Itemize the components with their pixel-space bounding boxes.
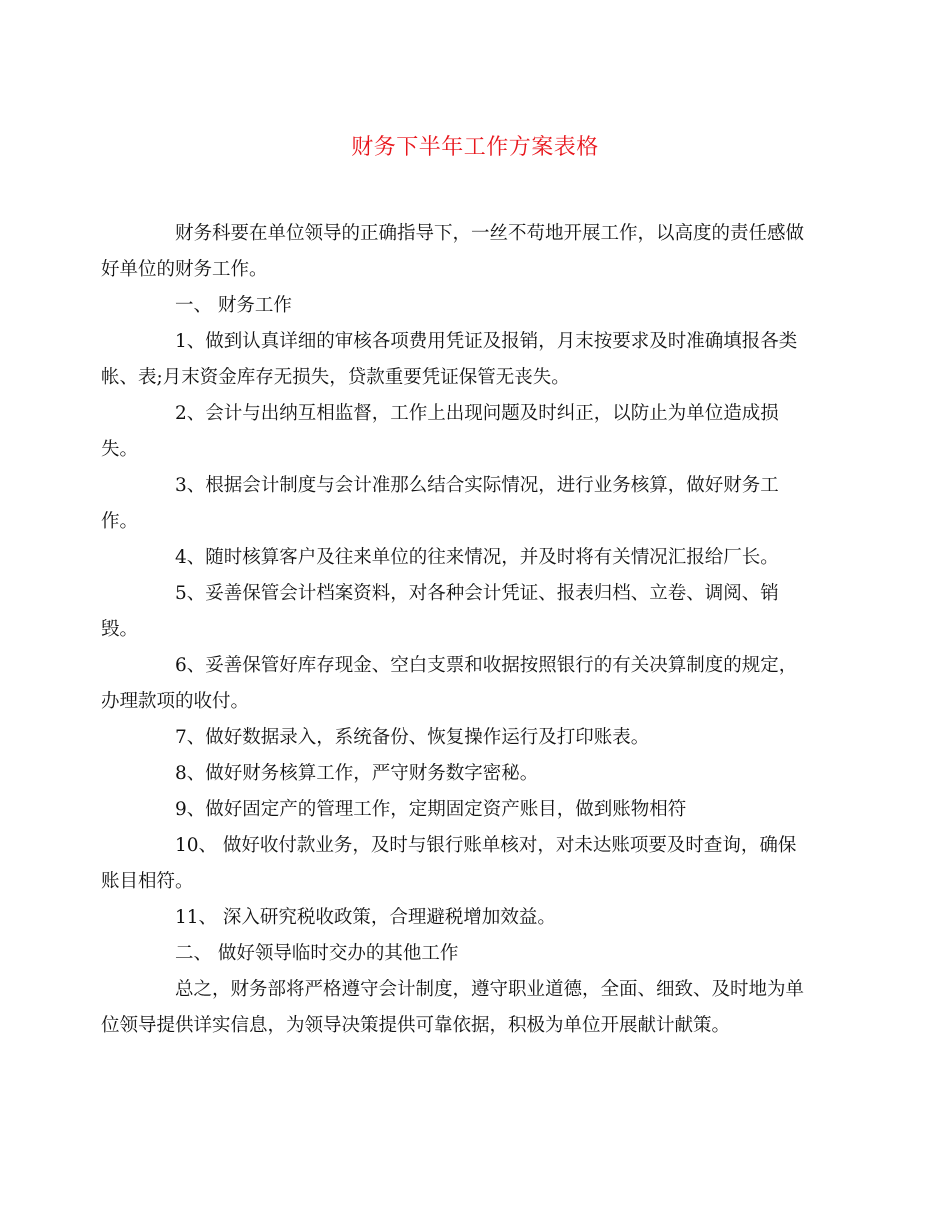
paragraph-line: 5、妥善保管会计档案资料，对各种会计凭证、报表归档、立卷、调阅、销 [175, 583, 779, 604]
document-title: 财务下半年工作方案表格 [351, 135, 599, 160]
paragraph-line: 2、会计与出纳互相监督，工作上出现问题及时纠正，以防止为单位造成损 [175, 403, 779, 424]
paragraph-line: 10、 做好收付款业务，及时与银行账单核对，对未达账项要及时查询，确保 [175, 835, 797, 856]
paragraph-line: 位领导提供详实信息，为领导决策提供可靠依据，积极为单位开展献计献策。 [101, 1015, 731, 1036]
section-heading-finance-work [138, 288, 814, 324]
paragraph-line: 财务科要在单位领导的正确指导下，一丝不苟地开展工作，以高度的责任感做 [175, 223, 805, 244]
paragraph-line: 帐、表;月末资金库存无损失，贷款重要凭证保管无丧失。 [101, 367, 570, 388]
paragraph-line: 好单位的财务工作。 [101, 259, 268, 280]
list-item-1 [101, 324, 814, 396]
list-item-10 [101, 828, 814, 900]
intro-paragraph [101, 216, 814, 288]
paragraph-line: 1、做到认真详细的审核各项费用凭证及报销，月末按要求及时准确填报各类 [175, 331, 798, 352]
list-item-9 [138, 792, 814, 828]
list-item-6 [101, 648, 814, 720]
paragraph-line: 总之，财务部将严格遵守会计制度，遵守职业道德，全面、细致、及时地为单 [175, 979, 805, 1000]
paragraph-line: 一、 财务工作 [175, 295, 292, 316]
document-body [101, 216, 814, 1044]
paragraph-line: 8、做好财务核算工作，严守财务数字密秘。 [175, 763, 539, 784]
list-item-3 [101, 468, 814, 540]
paragraph-line: 二、 做好领导临时交办的其他工作 [175, 943, 459, 964]
paragraph-line: 账目相符。 [101, 871, 194, 892]
paragraph-line: 4、随时核算客户及往来单位的往来情况，并及时将有关情况汇报给厂长。 [175, 547, 779, 568]
list-item-5 [101, 576, 814, 648]
paragraph-line: 作。 [101, 511, 139, 532]
paragraph-line: 3、根据会计制度与会计准那么结合实际情况，进行业务核算，做好财务工 [175, 475, 779, 496]
paragraph-line: 11、 深入研究税收政策，合理避税增加效益。 [175, 907, 556, 928]
paragraph-line: 失。 [101, 439, 139, 460]
conclusion-paragraph [101, 972, 814, 1044]
list-item-2 [101, 396, 814, 468]
list-item-4 [138, 540, 814, 576]
section-heading-other-work [138, 936, 814, 972]
paragraph-line: 7、做好数据录入，系统备份、恢复操作运行及打印账表。 [175, 727, 650, 748]
list-item-7 [138, 720, 814, 756]
paragraph-line: 6、妥善保管好库存现金、空白支票和收据按照银行的有关决算制度的规定， [175, 655, 798, 676]
list-item-11 [138, 900, 814, 936]
paragraph-line: 毁。 [101, 619, 139, 640]
paragraph-line: 9、做好固定产的管理工作，定期固定资产账目，做到账物相符 [175, 799, 687, 820]
paragraph-line: 办理款项的收付。 [101, 691, 250, 712]
list-item-8 [138, 756, 814, 792]
